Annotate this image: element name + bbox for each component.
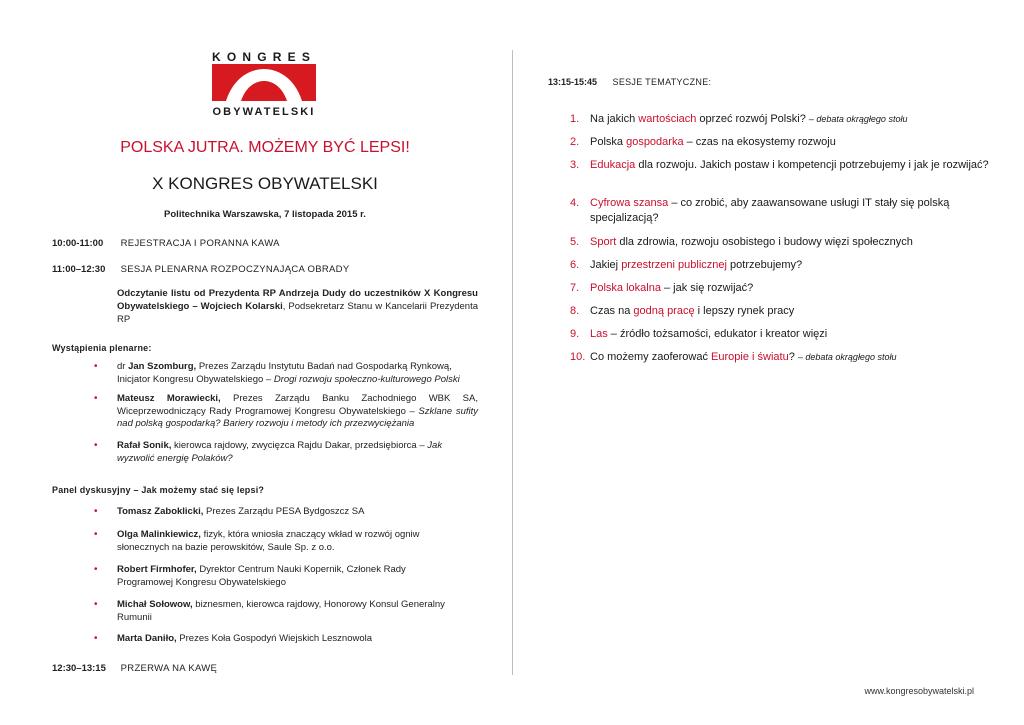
logo-arch-icon bbox=[212, 64, 316, 101]
schedule-time: 12:30–13:15 bbox=[52, 663, 106, 674]
topic-text: Czas na godną pracę i lepszy rynek pracy bbox=[590, 305, 795, 317]
footer-website: www.kongresobywatelski.pl bbox=[864, 686, 974, 696]
topic-number: 1. bbox=[570, 113, 580, 125]
topic-text: Na jakich wartościach oprzeć rozwój Polski? – debata okrągłego stołu bbox=[590, 113, 908, 125]
schedule-label: REJESTRACJA I PORANNA KAWA bbox=[120, 238, 280, 249]
bullet-icon: • bbox=[94, 529, 98, 540]
letter-reading-bold: Odczytanie listu od Prezydenta RP Andrzeja Dudy do uczestników X Kongresu Obywatelskiego – Wojciech Kolarski bbox=[117, 288, 478, 312]
topic-number: 9. bbox=[570, 328, 580, 340]
bullet-icon: • bbox=[94, 599, 98, 610]
topic-number: 5. bbox=[570, 236, 580, 248]
bullet-icon: • bbox=[94, 633, 98, 644]
sessions-header bbox=[548, 77, 711, 87]
topic-number: 6. bbox=[570, 259, 580, 271]
bullet-icon: • bbox=[94, 564, 98, 575]
schedule-time: 10:00-11:00 bbox=[52, 238, 104, 249]
topic-number: 4. bbox=[570, 197, 580, 209]
letter-reading-rest: , Podsekretarz Stanu w Kancelarii Prezydenta RP bbox=[117, 301, 478, 325]
panel-heading: Panel dyskusyjny – Jak możemy stać się lepsi? bbox=[52, 485, 265, 495]
topic-text: Polska gospodarka – czas na ekosystemy rozwoju bbox=[590, 136, 836, 148]
topic-text: Sport dla zdrowia, rozwoju osobistego i budowy więzi społecznych bbox=[590, 236, 913, 248]
topic-text: Edukacja dla rozwoju. Jakich postaw i kompetencji potrzebujemy i jak je rozwijać? bbox=[590, 159, 989, 171]
topic-note: – debata okrągłego stołu bbox=[808, 114, 908, 124]
letter-reading bbox=[117, 287, 478, 326]
topic-number: 3. bbox=[570, 159, 580, 171]
venue: Politechnika Warszawska, 7 listopada 2015 r. bbox=[164, 209, 366, 220]
bullet-icon: • bbox=[94, 361, 98, 372]
topic-text: Jakiej przestrzeni publicznej potrzebujemy? bbox=[590, 259, 803, 271]
list-item: • Robert Firmhofer, Dyrektor Centrum Nauki Kopernik, Członek Rady Programowej Kongresu Obywatelskiego bbox=[94, 564, 406, 588]
topic-number: 2. bbox=[570, 136, 580, 148]
topic-text: Las – źródło tożsamości, edukator i kreator więzi bbox=[590, 328, 828, 340]
schedule-time: 11:00–12:30 bbox=[52, 264, 106, 275]
topic-number: 10. bbox=[570, 351, 586, 363]
list-item: • Rafał Sonik, kierowca rajdowy, zwycięzca Rajdu Dakar, przedsiębiorca – Jak wyzwolić energię Polaków? bbox=[94, 440, 443, 464]
topic-note: – debata okrągłego stołu bbox=[797, 352, 897, 362]
list-item: • dr Jan Szomburg, Prezes Zarządu Instytutu Badań nad Gospodarką Rynkową, Inicjator Kongresu Obywatelskiego – Drogi rozwoju społeczno-kulturowego Polski bbox=[94, 361, 460, 385]
topic-text: Co możemy zaoferować Europie i światu? – debata okrągłego stołu bbox=[590, 351, 897, 363]
topic-number: 8. bbox=[570, 305, 580, 317]
headline: POLSKA JUTRA. MOŻEMY BYĆ LEPSI! bbox=[120, 139, 410, 156]
topic-text: Cyfrowa szansa – co zrobić, aby zaawansowane usługi IT stały się polską specjalizacją? bbox=[590, 197, 950, 224]
plenary-heading: Wystąpienia plenarne: bbox=[52, 343, 152, 353]
list-item: • Mateusz Morawiecki, Prezes Zarządu Banku Zachodniego WBK SA, Wiceprzewodniczący Rady Programowej Kongresu Obywatelskiego – Szklane sufity nad polską gospodarką? Bariery rozwoju i metody ich przezwyciężania bbox=[94, 393, 478, 429]
list-item: • Michał Sołowow, biznesmen, kierowca rajdowy, Honorowy Konsul Generalny Rumunii bbox=[94, 599, 445, 623]
schedule-label: SESJA PLENARNA ROZPOCZYNAJĄCA OBRADY bbox=[120, 264, 350, 275]
sessions-label: SESJE TEMATYCZNE: bbox=[612, 77, 712, 87]
topic-number: 7. bbox=[570, 282, 580, 294]
bullet-icon: • bbox=[94, 393, 98, 404]
schedule-row bbox=[52, 264, 349, 275]
list-item: • Olga Malinkiewicz, fizyk, która wniosła znaczący wkład w rozwój ogniw słonecznych na bazie perowskitów, Saule Sp. z o.o. bbox=[94, 529, 420, 553]
column-divider bbox=[512, 50, 513, 675]
bullet-icon: • bbox=[94, 506, 98, 517]
page-title: X KONGRES OBYWATELSKI bbox=[152, 174, 378, 193]
logo-wordmark-top: KONGRES bbox=[212, 50, 317, 64]
list-item: • Marta Daniło, Prezes Koła Gospodyń Wiejskich Lesznowola bbox=[94, 633, 373, 644]
logo-wordmark-bottom: OBYWATELSKI bbox=[212, 106, 316, 118]
schedule-row bbox=[52, 663, 217, 674]
schedule-row bbox=[52, 238, 280, 249]
list-item: • Tomasz Zaboklicki, Prezes Zarządu PESA Bydgoszcz SA bbox=[94, 506, 365, 517]
bullet-icon: • bbox=[94, 440, 98, 451]
schedule-label: PRZERWA NA KAWĘ bbox=[120, 663, 218, 674]
sessions-time: 13:15-15:45 bbox=[548, 77, 598, 87]
topic-text: Polska lokalna – jak się rozwijać? bbox=[590, 282, 754, 294]
